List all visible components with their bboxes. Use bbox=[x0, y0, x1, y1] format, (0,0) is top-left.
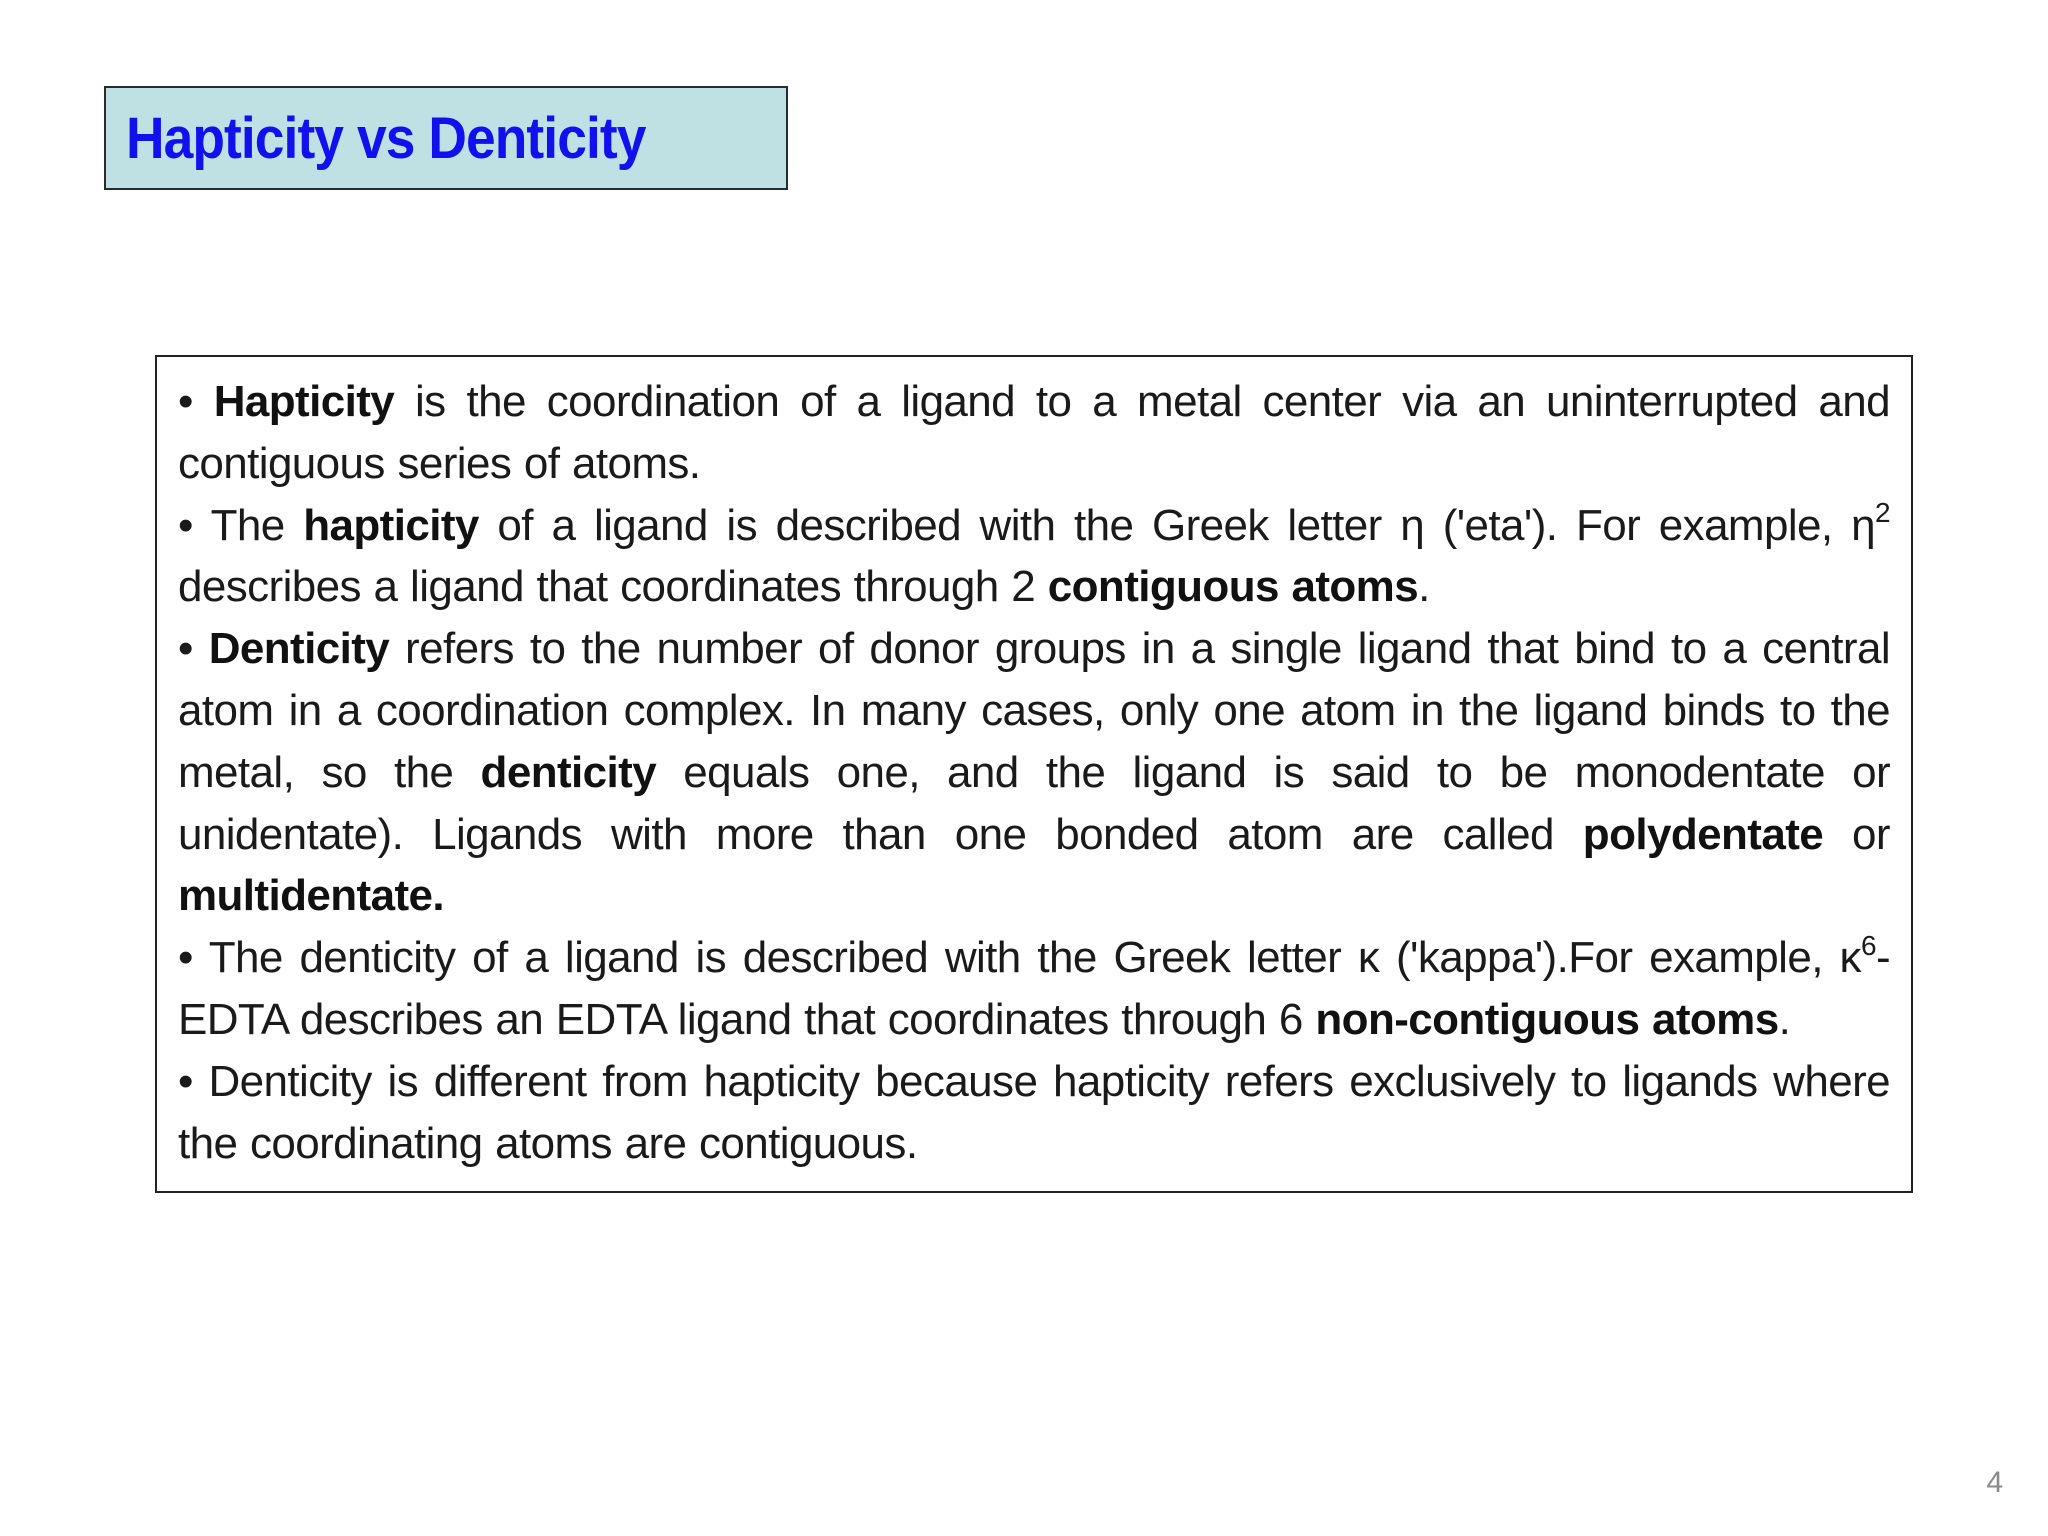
term-contiguous-atoms: contiguous atoms bbox=[1047, 562, 1419, 612]
bullet-text: The denticity of a ligand is described with the Greek letter κ ('kappa').For example, κ bbox=[192, 933, 1861, 983]
superscript: 2 bbox=[1875, 496, 1890, 528]
bullet-denticity-notation bbox=[178, 927, 1890, 1051]
term-hapticity: hapticity bbox=[303, 500, 479, 550]
term-non-contiguous-atoms: non-contiguous atoms bbox=[1315, 994, 1779, 1044]
bullet-text: of a ligand is described with the Greek letter η ('eta'). For example, η bbox=[478, 500, 1876, 550]
term-hapticity: Hapticity bbox=[213, 377, 395, 426]
superscript: 6 bbox=[1860, 929, 1876, 961]
bullet-hapticity-definition bbox=[178, 371, 1890, 495]
bullet-hapticity-notation bbox=[178, 495, 1890, 619]
term-denticity: Denticity bbox=[208, 624, 390, 674]
bullet-marker: • bbox=[178, 624, 193, 674]
term-polydentate: polydentate bbox=[1582, 809, 1824, 859]
bullet-text: -EDTA describes an EDTA ligand that coordinates through 6 bbox=[178, 933, 1890, 1044]
term-denticity: denticity bbox=[480, 747, 657, 797]
title-box bbox=[104, 86, 788, 190]
bullet-text: . bbox=[1418, 562, 1430, 612]
content-box bbox=[155, 355, 1913, 1193]
term-multidentate: multidentate. bbox=[178, 871, 444, 921]
bullet-marker: • bbox=[178, 1056, 193, 1106]
bullet-difference bbox=[178, 1051, 1890, 1175]
bullet-text: The bbox=[192, 500, 304, 550]
bullet-text: . bbox=[1778, 994, 1791, 1044]
bullet-marker: • bbox=[178, 933, 193, 983]
bullet-text: or bbox=[1823, 809, 1890, 859]
slide-title: Hapticity vs Denticity bbox=[126, 105, 646, 171]
bullet-text: describes a ligand that coordinates through 2 bbox=[178, 562, 1048, 612]
bullet-denticity-definition bbox=[178, 618, 1890, 927]
bullet-marker: • bbox=[178, 500, 193, 550]
bullet-text: is the coordination of a ligand to a metal center via an uninterrupted and contiguous series of atoms. bbox=[178, 377, 1891, 488]
bullet-text: Denticity is different from hapticity because hapticity refers exclusively to ligands where the coordinating atoms are contiguous. bbox=[178, 1056, 1890, 1168]
bullet-text: equals one, and the ligand is said to be monodentate or unidentate). Ligands with more than one bonded atom are called bbox=[178, 747, 1890, 859]
bullet-text: refers to the number of donor groups in a single ligand that bind to a central atom in a coordination complex. In many cases, only one atom in the ligand binds to the metal, so the bbox=[178, 624, 1890, 797]
page-number: 4 bbox=[1986, 1466, 2003, 1499]
bullet-marker: • bbox=[178, 377, 193, 426]
